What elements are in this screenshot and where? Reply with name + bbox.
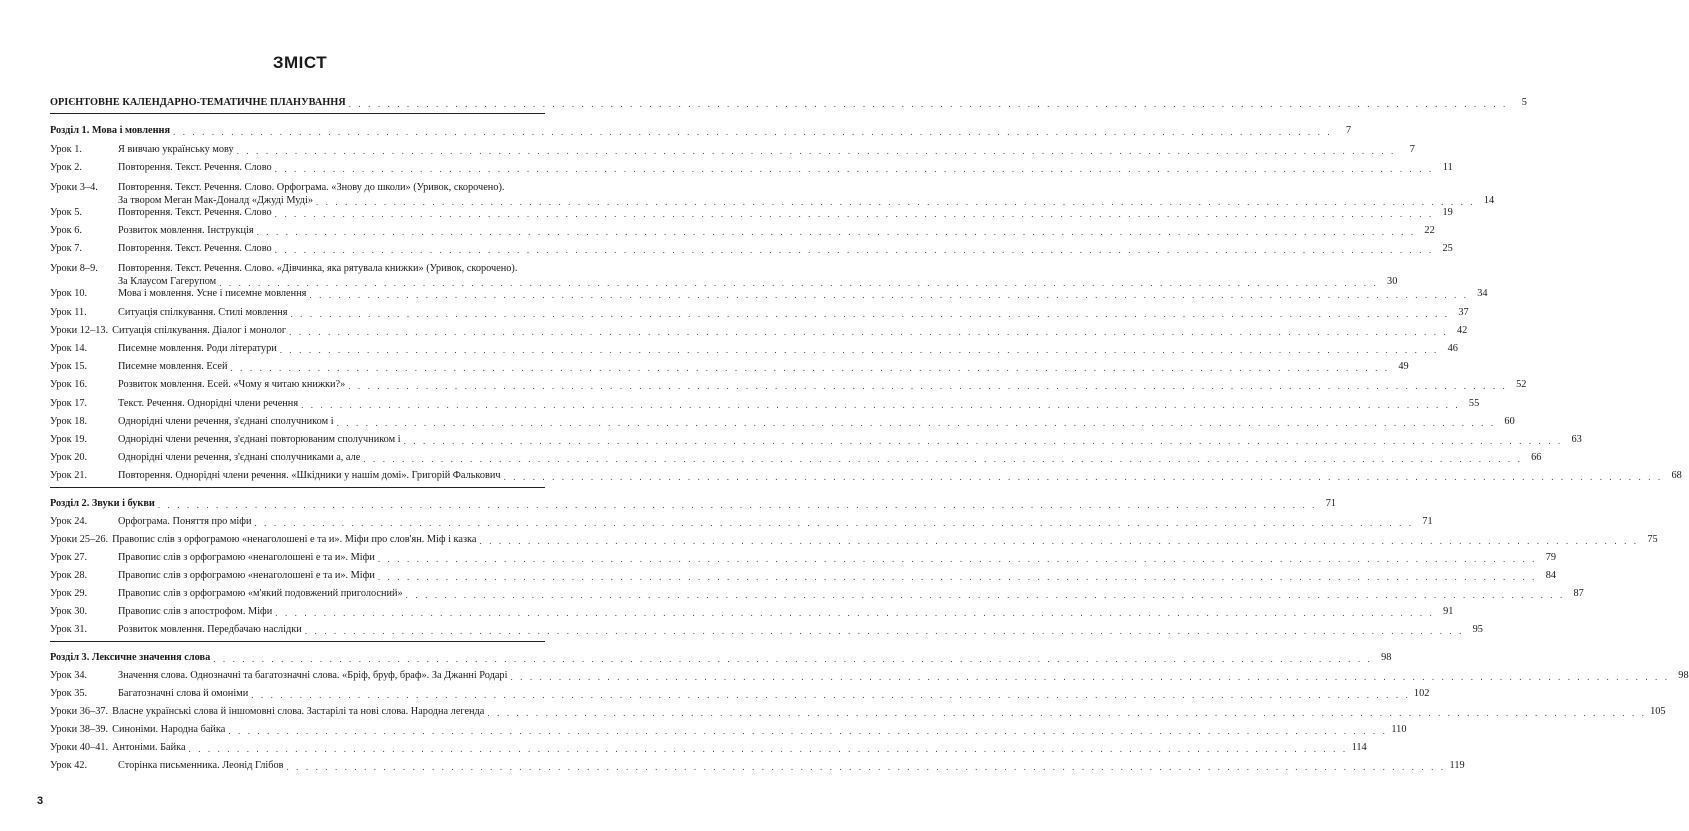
toc-header-row [50, 96, 1527, 110]
toc-row-line [50, 433, 1582, 447]
lesson-number: Урок 29. [50, 588, 88, 599]
page-number: 3 [37, 795, 44, 807]
dot-leader: . . . . . . . . . . . . . . . . . . . . . . . . . . . . . . . . . . . . . . . . . . . . . . . . . . . . . . . . . . . . . . . . . . . . . . . . . . . . . . . . . . . . . . . . . . . . . . . . . . . . . . . . . . . . . . . . . . . . . . . . [479, 536, 1639, 546]
lesson-topic: За Клаусом Гагерупом [118, 276, 217, 287]
toc-page-number: 52 [1516, 379, 1527, 390]
lesson-topic: Повторення. Текст. Речення. Слово [118, 207, 272, 218]
toc-page-number: 95 [1472, 624, 1483, 635]
lesson-number: Урок 34. [50, 670, 88, 681]
lesson-topic: Сторінка письменника. Леонід Глібов [118, 760, 284, 771]
toc-row-line [50, 206, 1453, 220]
section-divider [50, 641, 545, 642]
toc-row-line [50, 497, 1337, 511]
toc-section-row [50, 651, 1392, 665]
lesson-topic: Текст. Речення. Однорідні члени речення [118, 398, 299, 409]
dot-leader: . . . . . . . . . . . . . . . . . . . . . . . . . . . . . . . . . . . . . . . . . . . . . . . . . . . . . . . . . . . . . . . . . . . . . . . . . . . . . . . . . . . . . . . . . . . . . . . . . . . . . . . . . . . . . . . . . . . . . . . . [403, 436, 1563, 446]
section-divider [50, 113, 545, 114]
toc-page-number: 55 [1468, 398, 1480, 409]
dot-leader: . . . . . . . . . . . . . . . . . . . . . . . . . . . . . . . . . . . . . . . . . . . . . . . . . . . . . . . . . . . . . . . . . . . . . . . . . . . . . . . . . . . . . . . . . . . . . . . . . . . . . . . . . . . . . . . . . . . . . . . . [336, 418, 1496, 428]
toc-page-number: 19 [1442, 207, 1453, 218]
lesson-topic: Ситуація спілкування. Стилі мовлення [118, 307, 288, 318]
toc-page-number: 79 [1545, 552, 1556, 563]
dot-leader: . . . . . . . . . . . . . . . . . . . . . . . . . . . . . . . . . . . . . . . . . . . . . . . . . . . . . . . . . . . . . . . . . . . . . . . . . . . . . . . . . . . . . . . . . . . . . . . . . . . . . . . . . . . . . . . . . . . . . . . . [256, 227, 1416, 237]
toc-row [50, 741, 1367, 755]
toc-row-line [50, 669, 1689, 683]
dot-leader: . . . . . . . . . . . . . . . . . . . . . . . . . . . . . . . . . . . . . . . . . . . . . . . . . . . . . . . . . . . . . . . . . . . . . . . . . . . . . . . . . . . . . . . . . . . . . . . . . . . . . . . . . . . . . . . . . . . . . . . . [157, 500, 1318, 510]
lesson-number: Урок 10. [50, 288, 88, 299]
lesson-number: Урок 6. [50, 225, 82, 236]
lesson-number: Уроки 3–4. [50, 182, 98, 193]
lesson-number: Урок 21. [50, 470, 88, 481]
dot-leader: . . . . . . . . . . . . . . . . . . . . . . . . . . . . . . . . . . . . . . . . . . . . . . . . . . . . . . . . . . . . . . . . . . . . . . . . . . . . . . . . . . . . . . . . . . . . . . . . . . . . . . . . . . . . . . . . . . . . . . . . [503, 472, 1663, 482]
toc-row [50, 723, 1407, 737]
toc-row [50, 569, 1556, 583]
lesson-topic: Орфограма. Поняття про міфи [118, 516, 252, 527]
toc-page-number: 66 [1531, 452, 1542, 463]
toc-page-number: 84 [1545, 570, 1556, 581]
toc-row [50, 415, 1515, 429]
toc-row-line [50, 287, 1488, 301]
toc-page-number: 46 [1447, 343, 1458, 354]
dot-leader: . . . . . . . . . . . . . . . . . . . . . . . . . . . . . . . . . . . . . . . . . . . . . . . . . . . . . . . . . . . . . . . . . . . . . . . . . . . . . . . . . . . . . . . . . . . . . . . . . . . . . . . . . . . . . . . . . . . . . . . . [230, 363, 1390, 373]
dot-leader: . . . . . . . . . . . . . . . . . . . . . . . . . . . . . . . . . . . . . . . . . . . . . . . . . . . . . . . . . . . . . . . . . . . . . . . . . . . . . . . . . . . . . . . . . . . . . . . . . . . . . . . . . . . . . . . . . . . . . . . . [213, 654, 1373, 664]
dot-leader: . . . . . . . . . . . . . . . . . . . . . . . . . . . . . . . . . . . . . . . . . . . . . . . . . . . . . . . . . . . . . . . . . . . . . . . . . . . . . . . . . . . . . . . . . . . . . . . . . . . . . . . . . . . . . . . . . . . . . . . . [279, 345, 1439, 355]
toc-page-number: 87 [1573, 588, 1584, 599]
dot-leader: . . . . . . . . . . . . . . . . . . . . . . . . . . . . . . . . . . . . . . . . . . . . . . . . . . . . . . . . . . . . . . . . . . . . . . . . . . . . . . . . . . . . . . . . . . . . . . . . . . . . . . . . . . . . . . . . . . . . . . . . [405, 590, 1565, 600]
lesson-number: Урок 20. [50, 452, 88, 463]
dot-leader: . . . . . . . . . . . . . . . . . . . . . . . . . . . . . . . . . . . . . . . . . . . . . . . . . . . . . . . . . . . . . . . . . . . . . . . . . . . . . . . . . . . . . . . . . . . . . . . . . . . . . . . . . . . . . . . . . . . . . . . . [290, 309, 1450, 319]
page-title: ЗМІСТ [272, 53, 328, 72]
toc-page-number: 42 [1457, 325, 1468, 336]
toc-row-line [50, 741, 1367, 755]
dot-leader: . . . . . . . . . . . . . . . . . . . . . . . . . . . . . . . . . . . . . . . . . . . . . . . . . . . . . . . . . . . . . . . . . . . . . . . . . . . . . . . . . . . . . . . . . . . . . . . . . . . . . . . . . . . . . . . . . . . . . . . . [254, 518, 1414, 528]
lesson-topic: Однорідні члени речення, з'єднані сполучниками а, але [118, 452, 361, 463]
lesson-number: Урок 30. [50, 606, 88, 617]
dot-leader: . . . . . . . . . . . . . . . . . . . . . . . . . . . . . . . . . . . . . . . . . . . . . . . . . . . . . . . . . . . . . . . . . . . . . . . . . . . . . . . . . . . . . . . . . . . . . . . . . . . . . . . . . . . . . . . . . . . . . . . . [315, 197, 1476, 207]
dot-leader: . . . . . . . . . . . . . . . . . . . . . . . . . . . . . . . . . . . . . . . . . . . . . . . . . . . . . . . . . . . . . . . . . . . . . . . . . . . . . . . . . . . . . . . . . . . . . . . . . . . . . . . . . . . . . . . . . . . . . . . . [173, 127, 1333, 137]
toc-section-row [50, 124, 1352, 138]
dot-leader: . . . . . . . . . . . . . . . . . . . . . . . . . . . . . . . . . . . . . . . . . . . . . . . . . . . . . . . . . . . . . . . . . . . . . . . . . . . . . . . . . . . . . . . . . . . . . . . . . . . . . . . . . . . . . . . . . . . . . . . . [363, 454, 1523, 464]
toc-page-number: 63 [1571, 434, 1582, 445]
lesson-number: Урок 18. [50, 416, 88, 427]
lesson-topic: Писемне мовлення. Роди літератури [118, 343, 277, 354]
toc-row [50, 551, 1556, 565]
toc-row-line [50, 124, 1352, 138]
toc-page-number: 71 [1325, 498, 1337, 509]
dot-leader: . . . . . . . . . . . . . . . . . . . . . . . . . . . . . . . . . . . . . . . . . . . . . . . . . . . . . . . . . . . . . . . . . . . . . . . . . . . . . . . . . . . . . . . . . . . . . . . . . . . . . . . . . . . . . . . . . . . . . . . . [251, 690, 1411, 700]
dot-leader: . . . . . . . . . . . . . . . . . . . . . . . . . . . . . . . . . . . . . . . . . . . . . . . . . . . . . . . . . . . . . . . . . . . . . . . . . . . . . . . . . . . . . . . . . . . . . . . . . . . . . . . . . . . . . . . . . . . . . . . . [377, 572, 1537, 582]
toc-row [50, 360, 1409, 374]
toc-row [50, 324, 1468, 338]
dot-leader: . . . . . . . . . . . . . . . . . . . . . . . . . . . . . . . . . . . . . . . . . . . . . . . . . . . . . . . . . . . . . . . . . . . . . . . . . . . . . . . . . . . . . . . . . . . . . . . . . . . . . . . . . . . . . . . . . . . . . . . . [510, 672, 1670, 682]
lesson-number: Урок 2. [50, 162, 82, 173]
lesson-topic: Повторення. Текст. Речення. Слово. «Дівчинка, яка рятувала книжки» (Уривок, скорочено). [118, 263, 518, 274]
lesson-number: Урок 35. [50, 688, 88, 699]
toc-row-line [50, 161, 1453, 175]
toc-page-number: 105 [1650, 706, 1666, 717]
toc-row-line [50, 224, 1435, 238]
section-title: Розділ 1. Мова і мовлення [50, 125, 171, 136]
dot-leader: . . . . . . . . . . . . . . . . . . . . . . . . . . . . . . . . . . . . . . . . . . . . . . . . . . . . . . . . . . . . . . . . . . . . . . . . . . . . . . . . . . . . . . . . . . . . . . . . . . . . . . . . . . . . . . . . . . . . . . . . [274, 245, 1434, 255]
toc-row [50, 533, 1658, 547]
lesson-topic: За твором Меган Мак-Доналд «Джуді Муді» [118, 195, 313, 206]
dot-leader: . . . . . . . . . . . . . . . . . . . . . . . . . . . . . . . . . . . . . . . . . . . . . . . . . . . . . . . . . . . . . . . . . . . . . . . . . . . . . . . . . . . . . . . . . . . . . . . . . . . . . . . . . . . . . . . . . . . . . . . . [275, 608, 1435, 618]
lesson-number: Урок 5. [50, 207, 82, 218]
toc-page-number: 34 [1477, 288, 1488, 299]
toc-page-number: 68 [1671, 470, 1682, 481]
toc-row-line [50, 759, 1465, 773]
toc-page-number: 119 [1449, 760, 1465, 771]
lesson-number: Урок 28. [50, 570, 88, 581]
toc-row [50, 287, 1488, 301]
toc-row [50, 306, 1469, 320]
lesson-topic: Мова і мовлення. Усне і писемне мовлення [118, 288, 307, 299]
lesson-topic: Багатозначні слова й омоніми [118, 688, 249, 699]
toc-page-number: 98 [1678, 670, 1689, 681]
lesson-topic: Правопис слів з орфограмою «ненаголошені е та и». Міфи [118, 570, 375, 581]
lesson-topic: Значення слова. Однозначні та багатозначні слова. «Бріф, бруф, браф». За Джанні Родарі [118, 670, 508, 681]
toc-row [50, 433, 1582, 447]
toc-row-line [50, 687, 1430, 701]
lesson-number: Урок 14. [50, 343, 88, 354]
dot-leader: . . . . . . . . . . . . . . . . . . . . . . . . . . . . . . . . . . . . . . . . . . . . . . . . . . . . . . . . . . . . . . . . . . . . . . . . . . . . . . . . . . . . . . . . . . . . . . . . . . . . . . . . . . . . . . . . . . . . . . . . [301, 400, 1461, 410]
toc-row-line [50, 623, 1483, 637]
lesson-topic: Розвиток мовлення. Есей. «Чому я читаю книжки?» [118, 379, 346, 390]
toc-row-line [50, 723, 1407, 737]
toc-page-number: 11 [1442, 162, 1453, 173]
section-title: Розділ 3. Лексичне значення слова [50, 652, 211, 663]
toc-row [50, 262, 1398, 289]
toc-page-number: 102 [1413, 688, 1430, 699]
lesson-topic: Правопис слів з апострофом. Міфи [118, 606, 273, 617]
toc-row-line [50, 705, 1666, 719]
toc-row [50, 705, 1666, 719]
toc-row-line [50, 242, 1453, 256]
dot-leader: . . . . . . . . . . . . . . . . . . . . . . . . . . . . . . . . . . . . . . . . . . . . . . . . . . . . . . . . . . . . . . . . . . . . . . . . . . . . . . . . . . . . . . . . . . . . . . . . . . . . . . . . . . . . . . . . . . . . . . . . [188, 744, 1348, 754]
toc-row [50, 605, 1454, 619]
toc-page-number: 14 [1483, 195, 1495, 206]
toc-row [50, 397, 1480, 411]
toc-page-number: 30 [1387, 276, 1398, 287]
toc-row-line [50, 533, 1658, 547]
dot-leader: . . . . . . . . . . . . . . . . . . . . . . . . . . . . . . . . . . . . . . . . . . . . . . . . . . . . . . . . . . . . . . . . . . . . . . . . . . . . . . . . . . . . . . . . . . . . . . . . . . . . . . . . . . . . . . . . . . . . . . . . [228, 726, 1388, 736]
toc-row-line [50, 342, 1458, 356]
toc-row-line [50, 360, 1409, 374]
toc-row-line [50, 143, 1415, 157]
lesson-number: Уроки 12–13. [50, 325, 109, 336]
section-title: Розділ 2. Звуки і букви [50, 498, 155, 509]
lesson-number: Уроки 25–26. [50, 534, 109, 545]
dot-leader: . . . . . . . . . . . . . . . . . . . . . . . . . . . . . . . . . . . . . . . . . . . . . . . . . . . . . . . . . . . . . . . . . . . . . . . . . . . . . . . . . . . . . . . . . . . . . . . . . . . . . . . . . . . . . . . . . . . . . . . . [304, 626, 1464, 636]
toc-row [50, 242, 1453, 256]
lesson-topic: Повторення. Текст. Речення. Слово [118, 243, 272, 254]
toc-row-line [50, 515, 1433, 529]
lesson-number: Урок 15. [50, 361, 88, 372]
dot-leader: . . . . . . . . . . . . . . . . . . . . . . . . . . . . . . . . . . . . . . . . . . . . . . . . . . . . . . . . . . . . . . . . . . . . . . . . . . . . . . . . . . . . . . . . . . . . . . . . . . . . . . . . . . . . . . . . . . . . . . . . [377, 554, 1537, 564]
dot-leader: . . . . . . . . . . . . . . . . . . . . . . . . . . . . . . . . . . . . . . . . . . . . . . . . . . . . . . . . . . . . . . . . . . . . . . . . . . . . . . . . . . . . . . . . . . . . . . . . . . . . . . . . . . . . . . . . . . . . . . . . [289, 327, 1449, 337]
toc-row [50, 451, 1542, 465]
toc-row-line [50, 306, 1469, 320]
toc-page-number: 37 [1458, 307, 1469, 318]
lesson-number: Уроки 8–9. [50, 263, 98, 274]
toc-row-line [50, 651, 1392, 665]
toc-page-number: 5 [1521, 97, 1527, 108]
section-title: ОРІЄНТОВНЕ КАЛЕНДАРНО-ТЕМАТИЧНЕ ПЛАНУВАННЯ [50, 97, 346, 108]
toc-row [50, 469, 1682, 483]
lesson-topic: Правопис слів з орфограмою «м'який подовжений приголосний» [118, 588, 403, 599]
toc-row [50, 224, 1435, 238]
lesson-number: Урок 31. [50, 624, 88, 635]
dot-leader: . . . . . . . . . . . . . . . . . . . . . . . . . . . . . . . . . . . . . . . . . . . . . . . . . . . . . . . . . . . . . . . . . . . . . . . . . . . . . . . . . . . . . . . . . . . . . . . . . . . . . . . . . . . . . . . . . . . . . . . . [274, 164, 1434, 174]
lesson-topic: Правопис слів з орфограмою «ненаголошені е та и». Міфи [118, 552, 375, 563]
lesson-topic: Антоніми. Байка [112, 742, 186, 753]
lesson-number: Уроки 36–37. [50, 706, 109, 717]
lesson-number: Урок 42. [50, 760, 88, 771]
lesson-number: Урок 16. [50, 379, 88, 390]
toc-row-line [50, 451, 1542, 465]
toc-row [50, 181, 1495, 208]
toc-row-line [50, 569, 1556, 583]
lesson-number: Урок 11. [50, 307, 87, 318]
toc-row-line [50, 181, 545, 195]
toc-page-number: 7 [1409, 144, 1415, 155]
toc-section-row [50, 497, 1337, 511]
lesson-topic: Правопис слів з орфограмою «ненаголошені е та и». Міфи про слов'ян. Міф і казка [112, 534, 477, 545]
toc-row [50, 515, 1433, 529]
toc-row-line [50, 378, 1527, 392]
lesson-number: Урок 17. [50, 398, 88, 409]
lesson-topic: Повторення. Текст. Речення. Слово. Орфограма. «Знову до школи» (Уривок, скорочено). [118, 182, 505, 193]
dot-leader: . . . . . . . . . . . . . . . . . . . . . . . . . . . . . . . . . . . . . . . . . . . . . . . . . . . . . . . . . . . . . . . . . . . . . . . . . . . . . . . . . . . . . . . . . . . . . . . . . . . . . . . . . . . . . . . . . . . . . . . . [236, 146, 1396, 156]
lesson-number: Урок 1. [50, 144, 82, 155]
toc-page-number: 22 [1424, 225, 1435, 236]
toc-page-number: 91 [1443, 606, 1454, 617]
toc-page-number: 49 [1398, 361, 1409, 372]
lesson-topic: Повторення. Однорідні члени речення. «Шкідники у нашім домі». Григорій Фалькович [118, 470, 501, 481]
toc-row-line [50, 587, 1584, 601]
toc-page-number: 7 [1346, 125, 1352, 136]
dot-leader: . . . . . . . . . . . . . . . . . . . . . . . . . . . . . . . . . . . . . . . . . . . . . . . . . . . . . . . . . . . . . . . . . . . . . . . . . . . . . . . . . . . . . . . . . . . . . . . . . . . . . . . . . . . . . . . . . . . . . . . . [286, 762, 1446, 772]
toc-row [50, 206, 1453, 220]
toc-row [50, 669, 1689, 683]
toc-row [50, 623, 1483, 637]
dot-leader: . . . . . . . . . . . . . . . . . . . . . . . . . . . . . . . . . . . . . . . . . . . . . . . . . . . . . . . . . . . . . . . . . . . . . . . . . . . . . . . . . . . . . . . . . . . . . . . . . . . . . . . . . . . . . . . . . . . . . . . . [348, 99, 1508, 109]
toc-row [50, 759, 1465, 773]
toc-page-number: 110 [1391, 724, 1407, 735]
toc-page-number: 75 [1647, 534, 1658, 545]
lesson-topic: Повторення. Текст. Речення. Слово [118, 162, 272, 173]
lesson-topic: Однорідні члени речення, з'єднані сполучником і [118, 416, 334, 427]
lesson-topic: Я вивчаю українську мову [118, 144, 234, 155]
toc-row [50, 687, 1430, 701]
toc-row-line [50, 397, 1480, 411]
dot-leader: . . . . . . . . . . . . . . . . . . . . . . . . . . . . . . . . . . . . . . . . . . . . . . . . . . . . . . . . . . . . . . . . . . . . . . . . . . . . . . . . . . . . . . . . . . . . . . . . . . . . . . . . . . . . . . . . . . . . . . . . [219, 278, 1379, 288]
toc-row-line [50, 96, 1527, 110]
toc-row-line [50, 605, 1454, 619]
toc-row [50, 587, 1584, 601]
toc-page-number: 60 [1504, 416, 1515, 427]
lesson-topic: Розвиток мовлення. Інструкція [118, 225, 254, 236]
toc-row-line [50, 415, 1515, 429]
toc-row-line [50, 551, 1556, 565]
toc-row [50, 342, 1458, 356]
lesson-topic: Синоніми. Народна байка [112, 724, 226, 735]
lesson-number: Уроки 38–39. [50, 724, 109, 735]
lesson-number: Урок 7. [50, 243, 82, 254]
lesson-topic: Однорідні члени речення, з'єднані повторюваним сполучником і [118, 434, 401, 445]
toc-page-number: 114 [1351, 742, 1367, 753]
toc-page-number: 25 [1442, 243, 1453, 254]
toc-page-number: 98 [1381, 652, 1392, 663]
toc-row-line [50, 324, 1468, 338]
lesson-topic: Писемне мовлення. Есей [118, 361, 228, 372]
toc-row-line [50, 469, 1682, 483]
dot-leader: . . . . . . . . . . . . . . . . . . . . . . . . . . . . . . . . . . . . . . . . . . . . . . . . . . . . . . . . . . . . . . . . . . . . . . . . . . . . . . . . . . . . . . . . . . . . . . . . . . . . . . . . . . . . . . . . . . . . . . . . [309, 290, 1469, 300]
section-divider [50, 487, 545, 488]
lesson-topic: Розвиток мовлення. Передбачаю наслідки [118, 624, 302, 635]
lesson-topic: Ситуація спілкування. Діалог і монолог [112, 325, 287, 336]
toc-row-line [50, 262, 545, 276]
lesson-number: Уроки 40–41. [50, 742, 109, 753]
dot-leader: . . . . . . . . . . . . . . . . . . . . . . . . . . . . . . . . . . . . . . . . . . . . . . . . . . . . . . . . . . . . . . . . . . . . . . . . . . . . . . . . . . . . . . . . . . . . . . . . . . . . . . . . . . . . . . . . . . . . . . . . [348, 381, 1508, 391]
toc-row [50, 143, 1415, 157]
dot-leader: . . . . . . . . . . . . . . . . . . . . . . . . . . . . . . . . . . . . . . . . . . . . . . . . . . . . . . . . . . . . . . . . . . . . . . . . . . . . . . . . . . . . . . . . . . . . . . . . . . . . . . . . . . . . . . . . . . . . . . . . [487, 708, 1647, 718]
lesson-topic: Власне українські слова й іншомовні слова. Застарілі та нові слова. Народна легенда [112, 706, 485, 717]
toc-row [50, 378, 1527, 392]
lesson-number: Урок 19. [50, 434, 88, 445]
lesson-number: Урок 27. [50, 552, 88, 563]
dot-leader: . . . . . . . . . . . . . . . . . . . . . . . . . . . . . . . . . . . . . . . . . . . . . . . . . . . . . . . . . . . . . . . . . . . . . . . . . . . . . . . . . . . . . . . . . . . . . . . . . . . . . . . . . . . . . . . . . . . . . . . . [274, 209, 1434, 219]
lesson-number: Урок 24. [50, 516, 88, 527]
toc-page-number: 71 [1422, 516, 1433, 527]
toc-row [50, 161, 1453, 175]
